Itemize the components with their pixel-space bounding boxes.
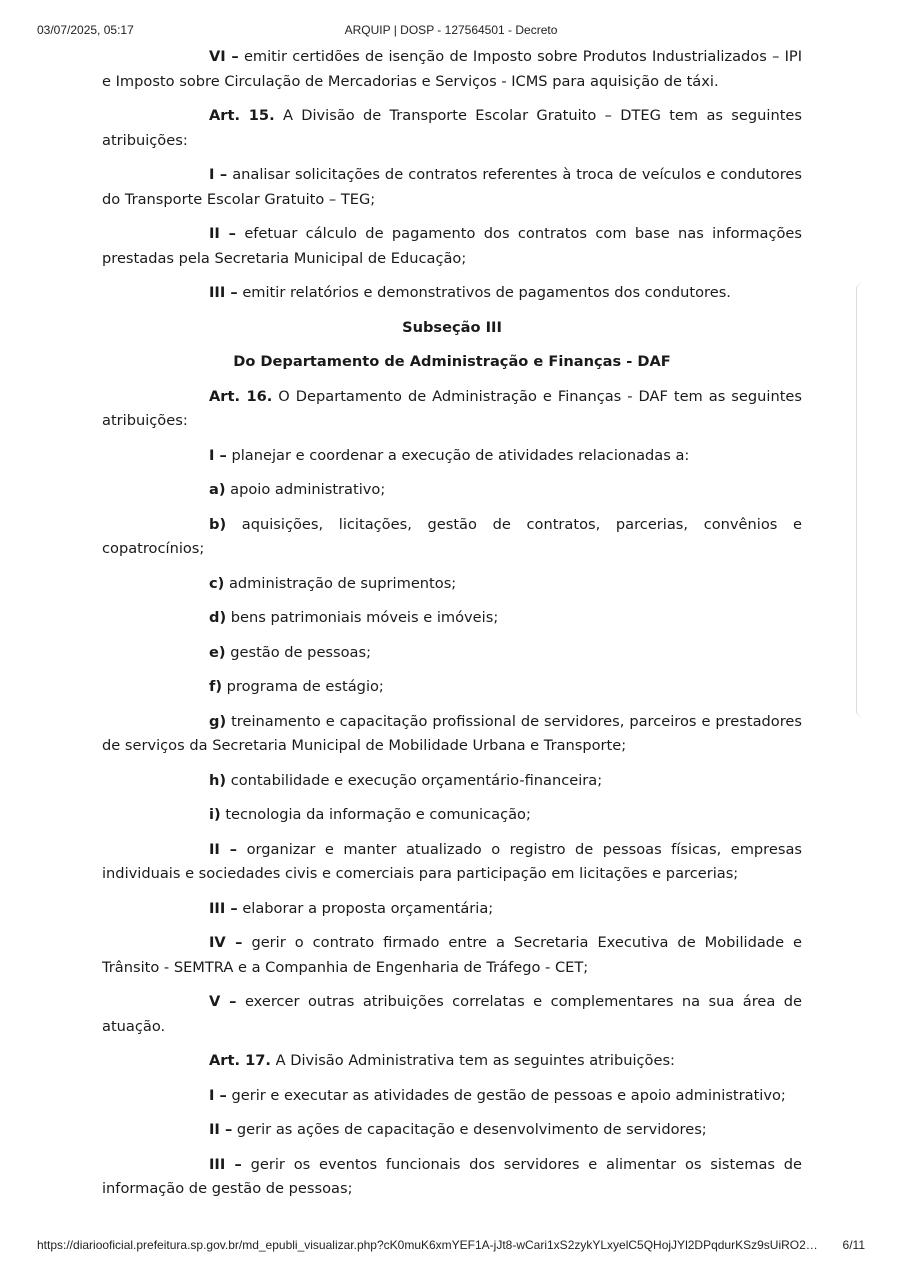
item-text: bens patrimoniais móveis e imóveis; — [230, 609, 499, 626]
item-label: III – — [209, 1155, 242, 1173]
item-label: Art. 15. — [209, 107, 275, 124]
paragraph — [102, 1049, 802, 1074]
item-text: efetuar cálculo de pagamento dos contratos com base nas informações prestadas pela Secretaria Municipal de Educação; — [102, 225, 802, 267]
item-text: administração de suprimentos; — [228, 574, 457, 592]
item-label: V – — [209, 993, 237, 1010]
item-label: i) — [209, 806, 221, 823]
paragraph — [102, 104, 802, 153]
item-label: h) — [209, 771, 227, 789]
item-label: I – — [209, 446, 227, 464]
item-label: Art. 17. — [209, 1052, 271, 1069]
paragraph — [102, 281, 802, 306]
paragraph — [102, 45, 802, 94]
item-text: tecnologia da informação e comunicação; — [225, 806, 531, 823]
scrollbar-track[interactable] — [856, 282, 865, 718]
item-text: gerir o contrato firmado entre a Secretaria Executiva de Mobilidade e Trânsito - SEMTRA e a Companhia de Engenharia de Tráfego - CET; — [102, 934, 802, 976]
print-title: ARQUIP | DOSP - 127564501 - Decreto — [344, 23, 558, 37]
paragraph — [102, 606, 802, 631]
paragraph — [102, 572, 802, 597]
paragraph — [102, 769, 802, 794]
item-text: A Divisão de Transporte Escolar Gratuito – DTEG tem as seguintes atribuições: — [102, 107, 802, 149]
item-text: analisar solicitações de contratos referentes à troca de veículos e condutores do Transporte Escolar Gratuito – TEG; — [102, 166, 802, 208]
item-text: gerir os eventos funcionais dos servidores e alimentar os sistemas de informação de gestão de pessoas; — [102, 1155, 803, 1197]
item-text: organizar e manter atualizado o registro de pessoas físicas, empresas individuais e sociedades civis e comerciais para participação em licitações e parcerias; — [102, 840, 802, 882]
item-label: c) — [209, 574, 225, 592]
item-text: O Departamento de Administração e Finanças - DAF tem as seguintes atribuições: — [102, 387, 802, 429]
paragraph — [102, 1118, 802, 1143]
item-label: II – — [209, 840, 238, 858]
item-text: programa de estágio; — [226, 678, 384, 695]
item-text: apoio administrativo; — [230, 481, 386, 498]
item-text: A Divisão Administrativa tem as seguintes atribuições: — [275, 1052, 675, 1069]
item-label: d) — [209, 609, 227, 626]
paragraph — [102, 478, 802, 503]
paragraph — [102, 641, 802, 666]
item-label: III – — [209, 899, 238, 917]
item-label: IV – — [209, 934, 243, 951]
item-label: b) — [209, 515, 227, 533]
paragraph — [102, 385, 802, 434]
item-text: elaborar a proposta orçamentária; — [242, 899, 494, 917]
item-label: II – — [209, 225, 236, 242]
item-text: emitir relatórios e demonstrativos de pagamentos dos condutores. — [242, 284, 731, 301]
item-label: II – — [209, 1121, 233, 1138]
subsection-heading: Subseção III — [402, 318, 502, 336]
paragraph — [102, 990, 802, 1039]
print-footer — [37, 1238, 865, 1254]
source-url[interactable]: https://diariooficial.prefeitura.sp.gov.br/md_epubli_visualizar.php?cK0muK6xmYEF1A-jJt8-wCari1xS2zykYLxyelC5QHojJYl2DPqdurKSz9sUiRO2… — [37, 1238, 818, 1252]
paragraph — [102, 513, 802, 562]
item-text: aquisições, licitações, gestão de contratos, parcerias, convênios e copatrocínios; — [102, 515, 803, 557]
paragraph — [102, 444, 802, 469]
paragraph — [102, 675, 802, 700]
item-text: emitir certidões de isenção de Imposto sobre Produtos Industrializados – IPI e Imposto sobre Circulação de Mercadorias e Serviços - ICMS para aquisição de táxi. — [102, 48, 802, 90]
item-label: VI – — [209, 48, 239, 65]
department-heading: Do Departamento de Administração e Finanças - DAF — [233, 353, 671, 370]
paragraph — [102, 803, 802, 828]
item-text: gerir as ações de capacitação e desenvolvimento de servidores; — [236, 1121, 707, 1138]
paragraph — [102, 1153, 802, 1202]
paragraph — [102, 710, 802, 759]
item-label: Art. 16. — [209, 387, 273, 405]
paragraph — [102, 838, 802, 887]
item-label: f) — [209, 678, 223, 695]
document-body — [102, 45, 802, 1212]
print-header — [37, 23, 865, 39]
paragraph — [102, 222, 802, 271]
item-label: g) — [209, 712, 227, 730]
paragraph — [102, 897, 802, 922]
paragraph — [102, 163, 802, 212]
item-text: treinamento e capacitação profissional de servidores, parceiros e prestadores de serviços da Secretaria Municipal de Mobilidade Urbana e Transporte; — [102, 712, 803, 754]
item-label: III – — [209, 284, 238, 301]
item-label: I – — [209, 166, 228, 183]
item-text: gestão de pessoas; — [230, 643, 372, 661]
item-text: gerir e executar as atividades de gestão de pessoas e apoio administrativo; — [231, 1086, 786, 1104]
paragraph — [102, 931, 802, 980]
item-text: contabilidade e execução orçamentário-financeira; — [230, 771, 603, 789]
item-label: I – — [209, 1086, 227, 1104]
item-text: exercer outras atribuições correlatas e complementares na sua área de atuação. — [102, 993, 802, 1035]
item-label: e) — [209, 643, 226, 661]
item-text: planejar e coordenar a execução de atividades relacionadas a: — [231, 446, 690, 464]
page-number: 6/11 — [842, 1238, 865, 1252]
item-label: a) — [209, 481, 226, 498]
print-datetime: 03/07/2025, 05:17 — [37, 23, 134, 37]
paragraph — [102, 1084, 802, 1109]
